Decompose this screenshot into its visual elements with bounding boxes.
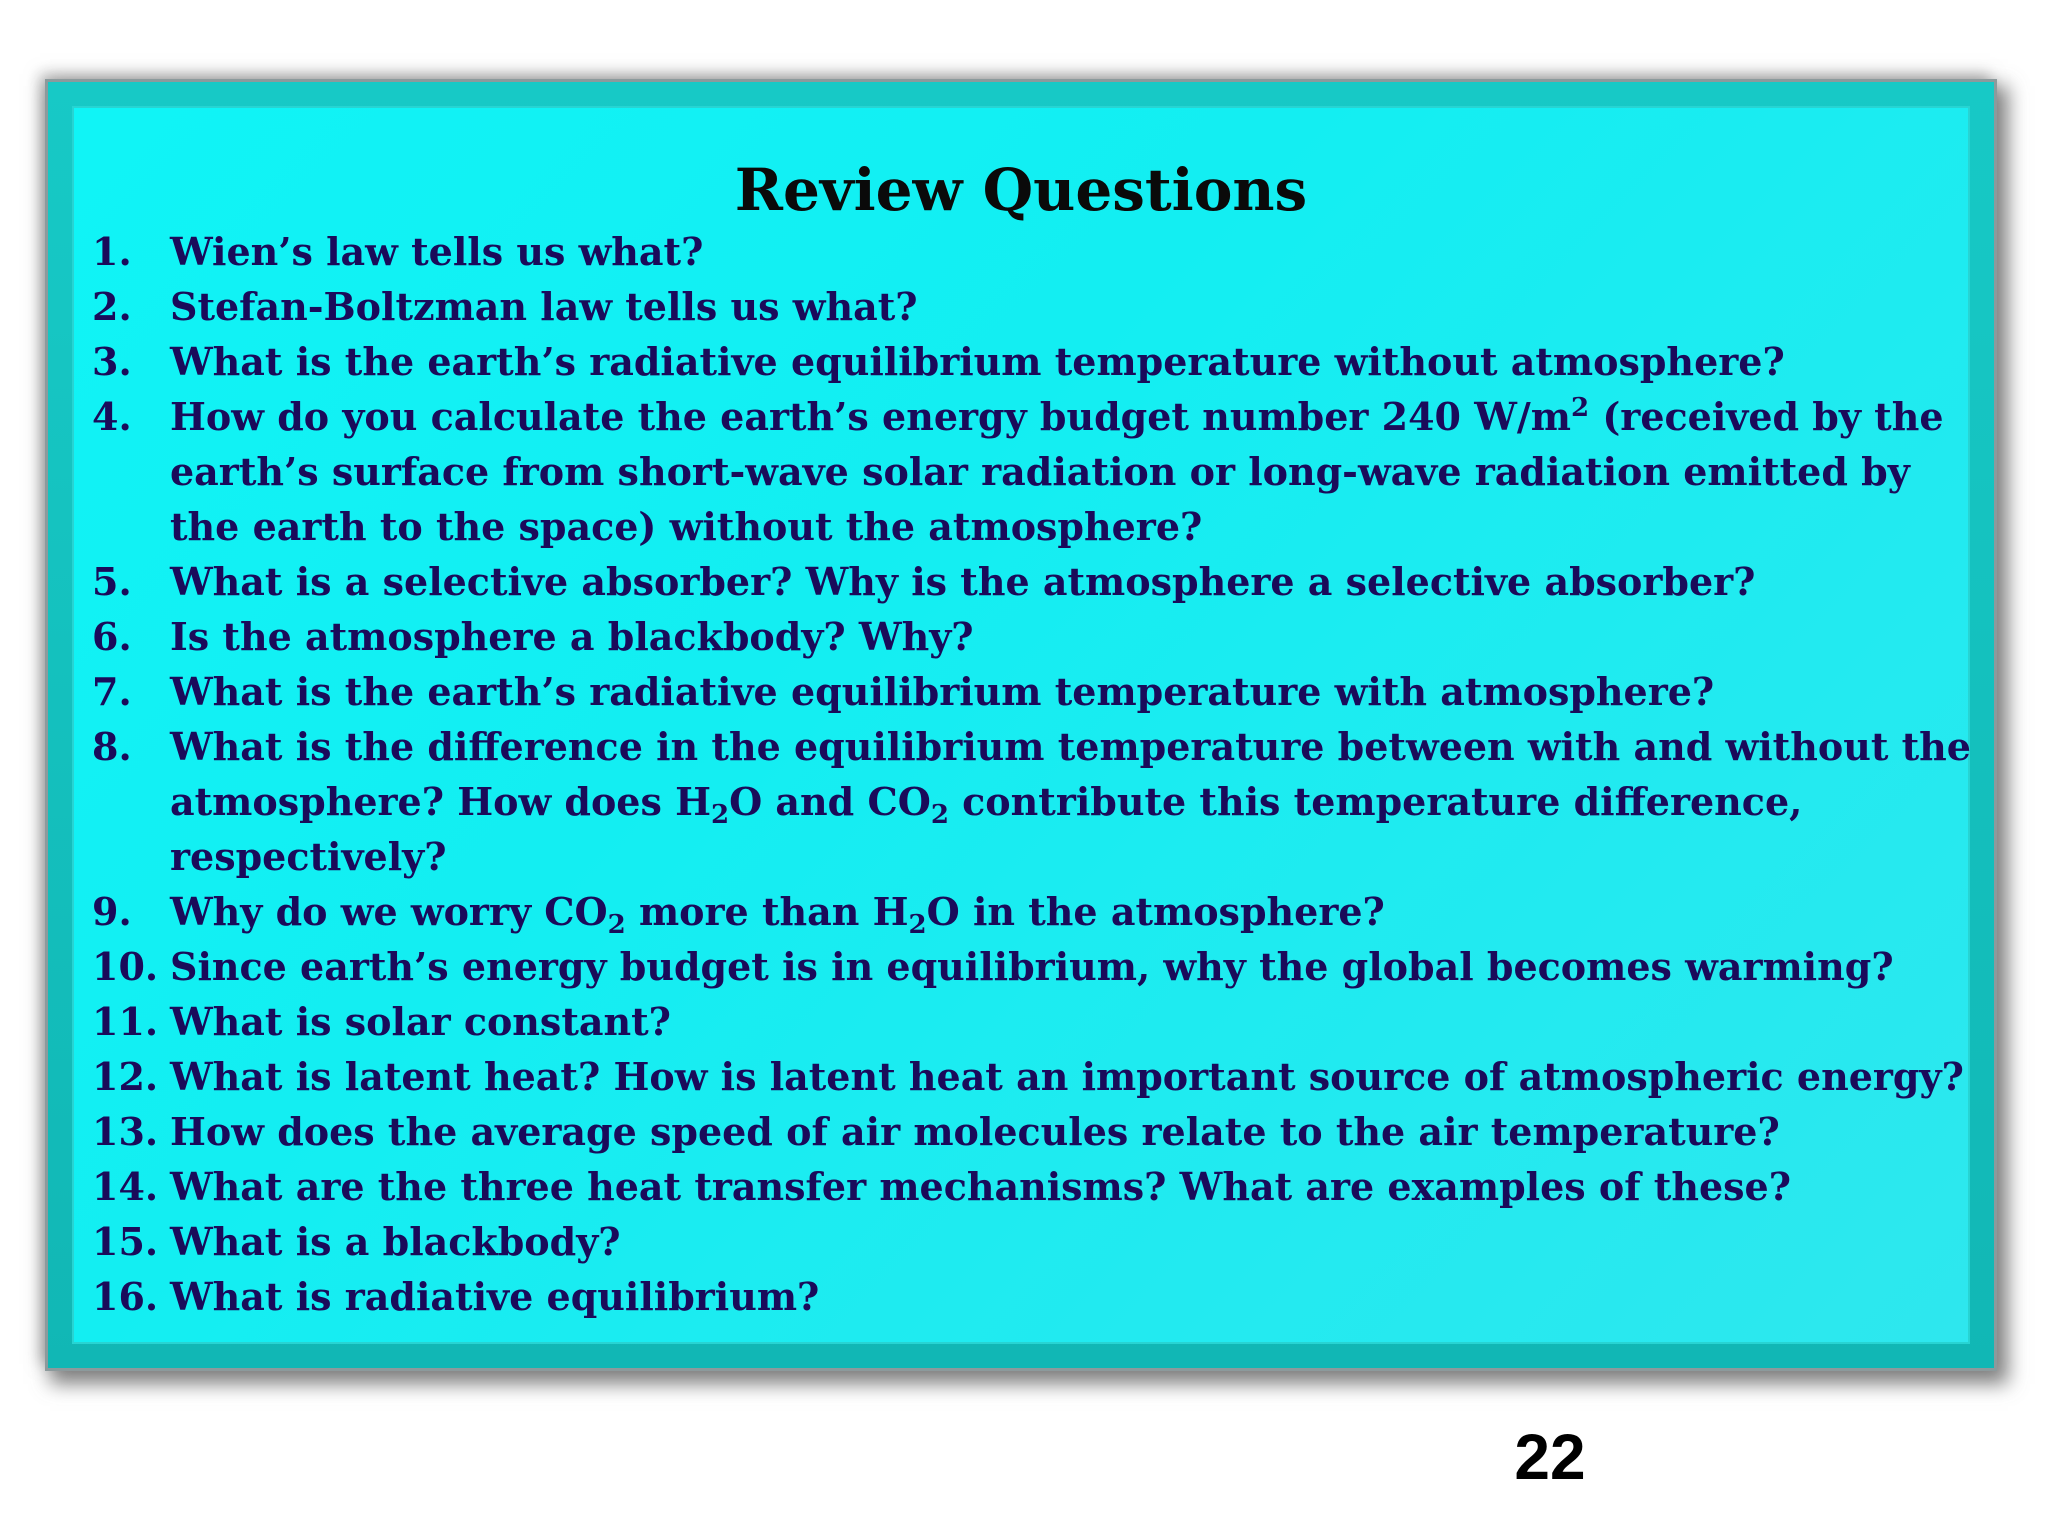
text-run: How do you calculate the earth’s energy budget number 240 W/m — [170, 394, 1571, 439]
page-number: 22 — [1514, 1421, 1586, 1493]
question-number: 4. — [92, 394, 132, 439]
question-number: 6. — [92, 614, 132, 659]
question-item — [92, 1049, 1982, 1104]
question-number: 5. — [92, 559, 132, 604]
question-text — [170, 609, 1982, 664]
question-item — [92, 1104, 1982, 1159]
slide-frame — [48, 82, 1994, 1368]
text-run: What is solar constant? — [170, 999, 671, 1044]
question-item — [92, 994, 1982, 1049]
question-item — [92, 224, 1982, 279]
subscript: 2 — [607, 910, 626, 940]
question-number: 13. — [92, 1109, 159, 1154]
text-run: O and CO — [729, 779, 931, 824]
question-list — [92, 224, 1982, 1324]
text-run: contribute this temperature difference, respectively? — [170, 779, 1803, 879]
text-run: What is a selective absorber? Why is the atmosphere a selective absorber? — [170, 559, 1756, 604]
text-run: What is radiative equilibrium? — [170, 1274, 820, 1319]
question-text — [170, 279, 1982, 334]
question-text — [170, 1049, 1982, 1104]
question-text — [170, 1159, 1982, 1214]
question-number: 9. — [92, 889, 132, 934]
text-run: Wien’s law tells us what? — [170, 229, 704, 274]
question-number: 3. — [92, 339, 132, 384]
text-run: What is latent heat? How is latent heat an important source of atmospheric energy? — [170, 1054, 1964, 1099]
subscript: 2 — [711, 800, 730, 830]
text-run: What is the difference in the equilibrium temperature between with and without the atmosphere? How does H — [170, 724, 1971, 824]
question-number: 7. — [92, 669, 132, 714]
question-item — [92, 334, 1982, 389]
question-text — [170, 719, 1982, 884]
question-item — [92, 884, 1982, 939]
subscript: 2 — [930, 800, 949, 830]
question-number: 15. — [92, 1219, 159, 1264]
text-run: What is a blackbody? — [170, 1219, 621, 1264]
question-item — [92, 1214, 1982, 1269]
slide-title: Review Questions — [734, 156, 1308, 224]
text-run: What are the three heat transfer mechanisms? What are examples of these? — [170, 1164, 1791, 1209]
question-item — [92, 719, 1982, 884]
question-item — [92, 1269, 1982, 1324]
text-run: more than H — [625, 889, 909, 934]
question-text — [170, 1104, 1982, 1159]
text-run: What is the earth’s radiative equilibrium temperature without atmosphere? — [170, 339, 1785, 384]
text-run: Is the atmosphere a blackbody? Why? — [170, 614, 974, 659]
question-item — [92, 389, 1982, 554]
question-number: 14. — [92, 1164, 159, 1209]
text-run: How does the average speed of air molecules relate to the air temperature? — [170, 1109, 1780, 1154]
question-item — [92, 554, 1982, 609]
question-item — [92, 939, 1982, 994]
question-number: 2. — [92, 284, 132, 329]
text-run: Why do we worry CO — [170, 889, 608, 934]
question-text — [170, 224, 1982, 279]
question-text — [170, 389, 1982, 554]
superscript: 2 — [1571, 393, 1590, 423]
question-number: 10. — [92, 944, 159, 989]
text-run: Since earth’s energy budget is in equilibrium, why the global becomes warming? — [170, 944, 1894, 989]
question-item — [92, 279, 1982, 334]
slide-content-panel — [72, 106, 1970, 1344]
question-text — [170, 1214, 1982, 1269]
question-text — [170, 664, 1982, 719]
question-number: 16. — [92, 1274, 159, 1319]
question-number: 8. — [92, 724, 132, 769]
text-run: What is the earth’s radiative equilibrium temperature with atmosphere? — [170, 669, 1715, 714]
question-item — [92, 1159, 1982, 1214]
question-number: 11. — [92, 999, 159, 1044]
question-text — [170, 1269, 1982, 1324]
subscript: 2 — [908, 910, 927, 940]
question-item — [92, 609, 1982, 664]
text-run: (received by the earth’s surface from short-wave solar radiation or long-wave radiation emitted by the earth to the space) without the atmosphere? — [170, 394, 1944, 549]
question-item — [92, 664, 1982, 719]
question-text — [170, 884, 1982, 939]
text-run: O in the atmosphere? — [926, 889, 1385, 934]
question-text — [170, 994, 1982, 1049]
question-text — [170, 554, 1982, 609]
question-number: 1. — [92, 229, 132, 274]
question-text — [170, 334, 1982, 389]
question-text — [170, 939, 1982, 994]
question-number: 12. — [92, 1054, 159, 1099]
text-run: Stefan-Boltzman law tells us what? — [170, 284, 918, 329]
